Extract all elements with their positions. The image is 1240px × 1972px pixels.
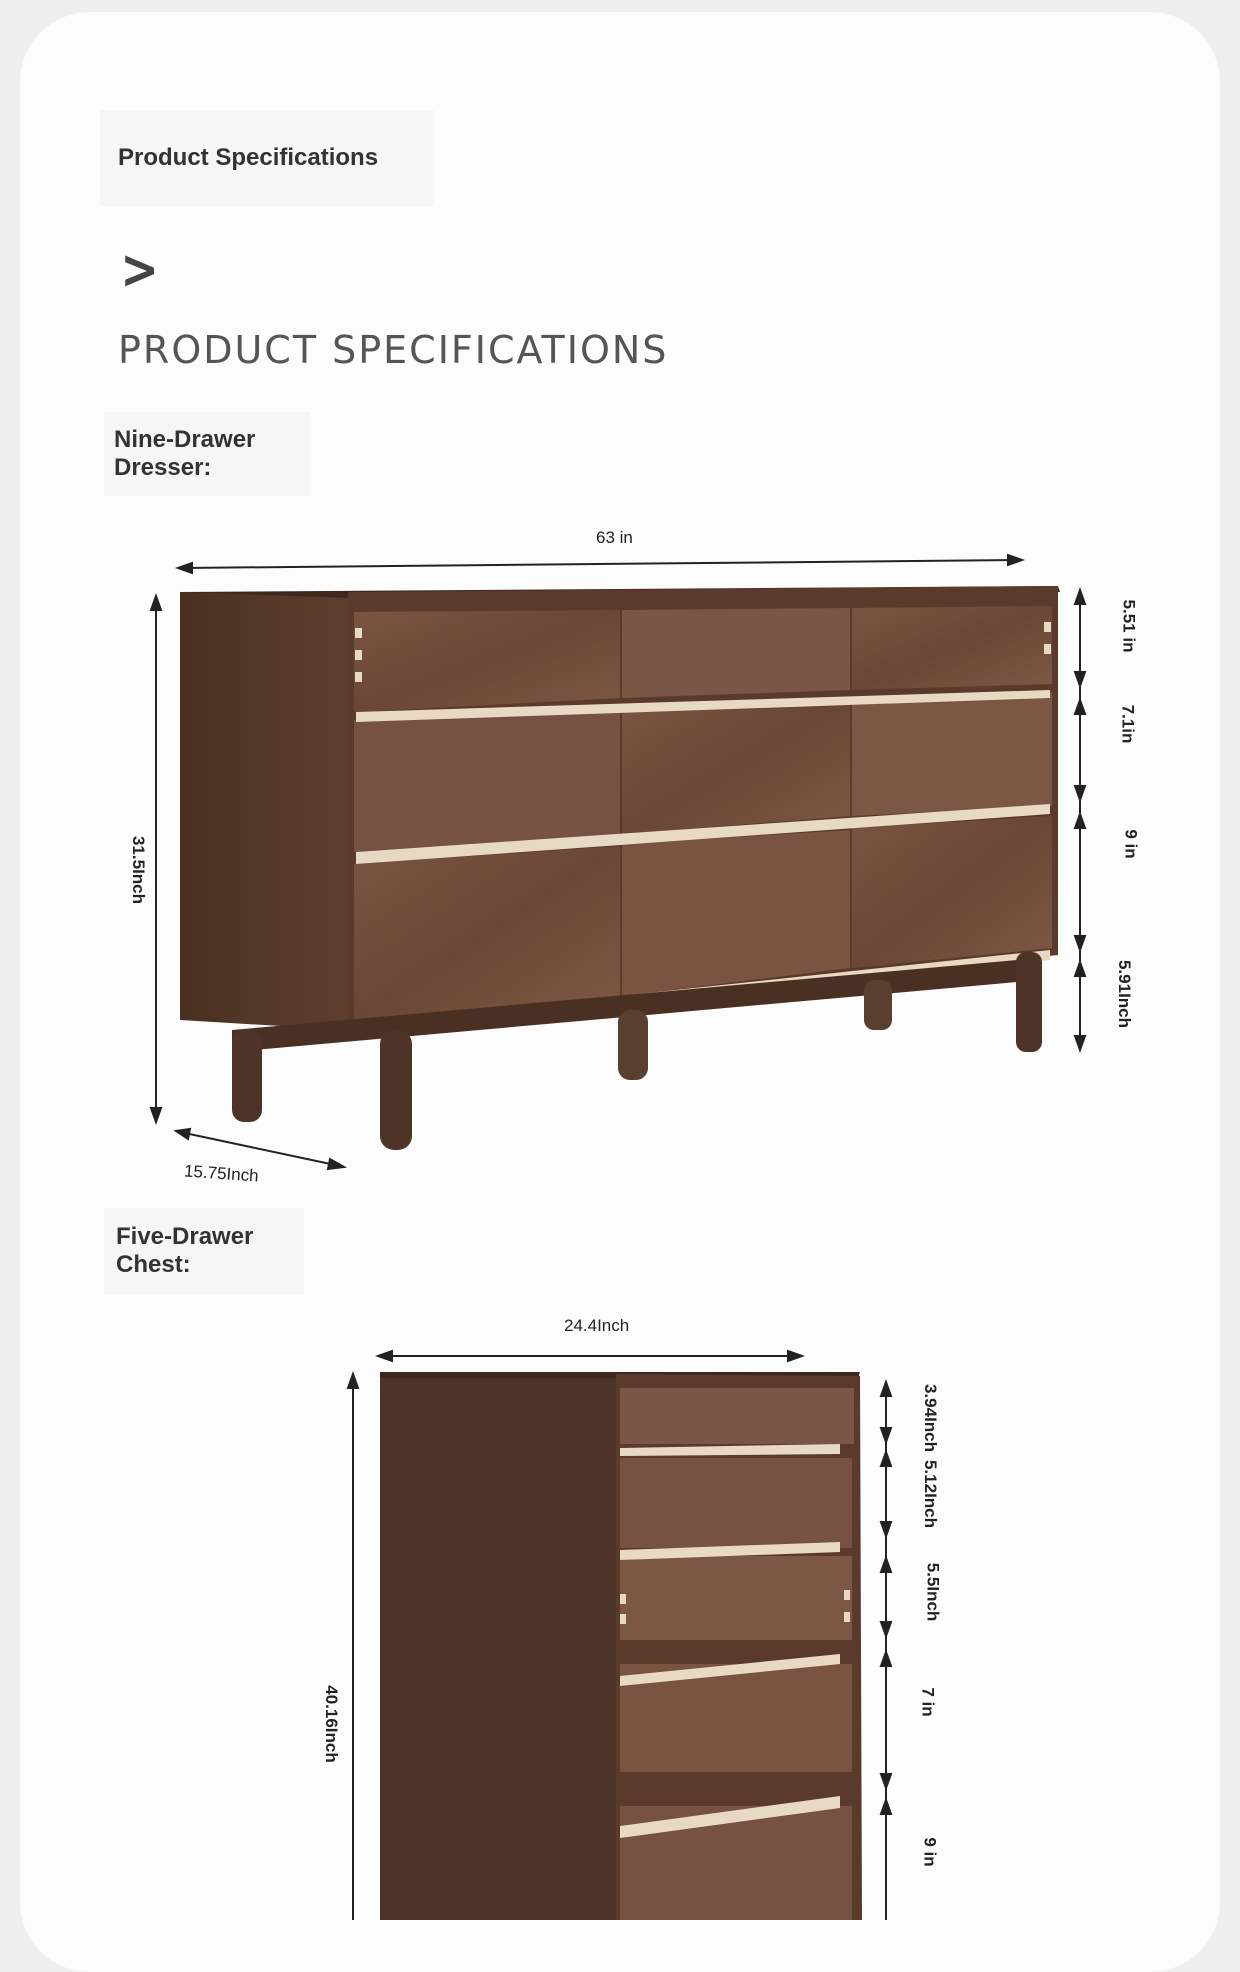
- chest-drawer-height-1: 3.94Inch: [921, 1383, 941, 1453]
- dresser-drawer-height-4: 5.91Inch: [1115, 959, 1135, 1029]
- section-label-text: Product Specifications: [118, 144, 379, 171]
- chest-drawer-height-5: 9 in: [920, 1837, 940, 1867]
- chest-drawer-height-2: 5.12Inch: [921, 1459, 941, 1529]
- chevron-icon: >: [120, 238, 159, 301]
- dresser-label-text: Nine-Drawer Dresser:: [114, 426, 256, 481]
- dresser-height: 31.5Inch: [129, 835, 149, 905]
- dresser-drawer-height-1: 5.51 in: [1119, 599, 1139, 653]
- chest-height: 40.16Inch: [321, 1685, 341, 1763]
- dresser-depth: 15.75Inch: [183, 1161, 260, 1186]
- chest-drawer-height-4: 7 in: [918, 1687, 938, 1717]
- chest-drawer-height-3: 5.5Inch: [923, 1562, 943, 1622]
- chest-width: 24.4Inch: [564, 1316, 630, 1335]
- dresser-width: 63 in: [596, 528, 633, 547]
- dresser-drawer-height-2: 7.1in: [1118, 704, 1138, 744]
- page-title: PRODUCT SPECIFICATIONS: [118, 328, 669, 372]
- chest-label-text: Five-Drawer Chest:: [116, 1223, 254, 1278]
- dresser-drawer-height-3: 9 in: [1121, 829, 1141, 859]
